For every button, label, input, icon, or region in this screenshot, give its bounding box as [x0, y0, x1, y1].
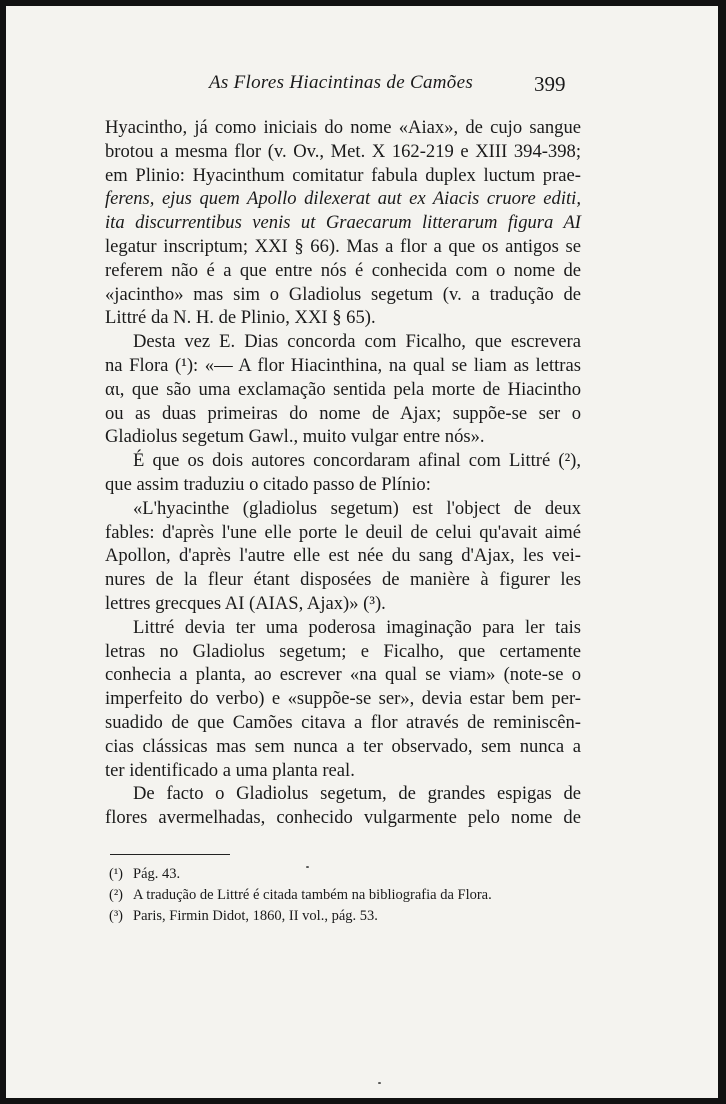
text-line: na Flora (¹): «— A flor Hiacinthina, na qual se liam as lettras — [105, 354, 581, 376]
footnote-mark: (¹) — [109, 866, 124, 882]
text-line: que assim traduziu o citado passo de Plínio: — [105, 473, 431, 495]
text-line: ita discurrentibus venis ut Graecarum litterarum figura AI — [105, 212, 581, 234]
text-line: Littré da N. H. de Plinio, XXI § 65). — [105, 307, 376, 329]
text-line: brotou a mesma flor (v. Ov., Met. X 162-219 e XIII 394-398; — [105, 140, 581, 162]
text-line: Apollon, d'après l'autre elle est née du sang d'Ajax, les vei- — [105, 545, 581, 567]
body-text — [105, 116, 581, 830]
paper-speck — [306, 866, 309, 868]
footnote-text: Paris, Firmin Didot, 1860, II vol., pág. 53. — [133, 908, 378, 924]
page-number: 399 — [534, 72, 566, 96]
footnote — [109, 864, 589, 885]
text-line: imperfeito do verbo) e «suppõe-se ser», devia estar bem per- — [105, 688, 581, 710]
text-line: ferens, ejus quem Apollo dilexerat aut ex Aiacis cruore editi, — [105, 188, 581, 210]
footnotes — [109, 864, 589, 927]
text-line: De facto o Gladiolus segetum, de grandes espigas de — [133, 783, 581, 805]
text-line: Hyacintho, já como iniciais do nome «Aiax», de cujo sangue — [105, 117, 581, 138]
text-line: cias clássicas mas sem nunca a ter observado, sem nunca a — [105, 735, 581, 757]
text-line: Desta vez E. Dias concorda com Ficalho, que escrevera — [133, 331, 581, 353]
text-line: conhecia a planta, ao escrever «na qual se viam» (note-se o — [105, 664, 581, 686]
running-title: As Flores Hiacintinas de Camões — [209, 72, 474, 93]
footnote — [109, 906, 589, 927]
text-line: ou as duas primeiras do nome de Ajax; suppõe-se ser o — [105, 402, 581, 424]
footnote-text: Pág. 43. — [133, 866, 181, 882]
footnote-mark: (³) — [109, 908, 124, 924]
text-line: αι, que são uma exclamação sentida pela morte de Hiacintho — [105, 378, 581, 400]
footnote-rule — [110, 854, 230, 855]
text-line: Littré devia ter uma poderosa imaginação para ler tais — [133, 616, 581, 638]
text-line: suadido de que Camões citava a flor através de reminiscên- — [105, 711, 581, 733]
footnote-text: A tradução de Littré é citada também na bibliografia da Flora. — [133, 887, 492, 903]
text-line: fables: d'après l'une elle porte le deuil de celui qu'avait aimé — [105, 521, 581, 543]
footnote — [109, 885, 589, 906]
text-line: letras no Gladiolus segetum; e Ficalho, que certamente — [105, 640, 581, 662]
footnote-mark: (²) — [109, 887, 124, 903]
text-line: em Plinio: Hyacinthum comitatur fabula duplex luctum prae- — [105, 164, 581, 186]
text-line: referem não é a que entre nós é conhecida com o nome de — [105, 259, 581, 281]
text-line: Gladiolus segetum Gawl., muito vulgar entre nós». — [105, 426, 485, 448]
text-line: nures de la fleur étant disposées de manière à figurer les — [105, 569, 581, 591]
book-page — [6, 6, 718, 1098]
text-line: É que os dois autores concordaram afinal com Littré (²), — [133, 450, 581, 472]
text-line: lettres grecques AI (AIAS, Ajax)» (³). — [105, 592, 386, 614]
text-line: flores avermelhadas, conhecido vulgarmente pelo nome de — [105, 807, 581, 829]
text-line: «L'hyacinthe (gladiolus segetum) est l'object de deux — [133, 497, 581, 519]
paper-speck — [378, 1082, 381, 1084]
text-line: «jacintho» mas sim o Gladiolus segetum (v. a tradução de — [105, 283, 581, 305]
page-header — [6, 72, 718, 102]
text-line: legatur inscriptum; XXI § 66). Mas a flor a que os antigos se — [105, 235, 581, 257]
text-line: ter identificado a uma planta real. — [105, 759, 355, 781]
